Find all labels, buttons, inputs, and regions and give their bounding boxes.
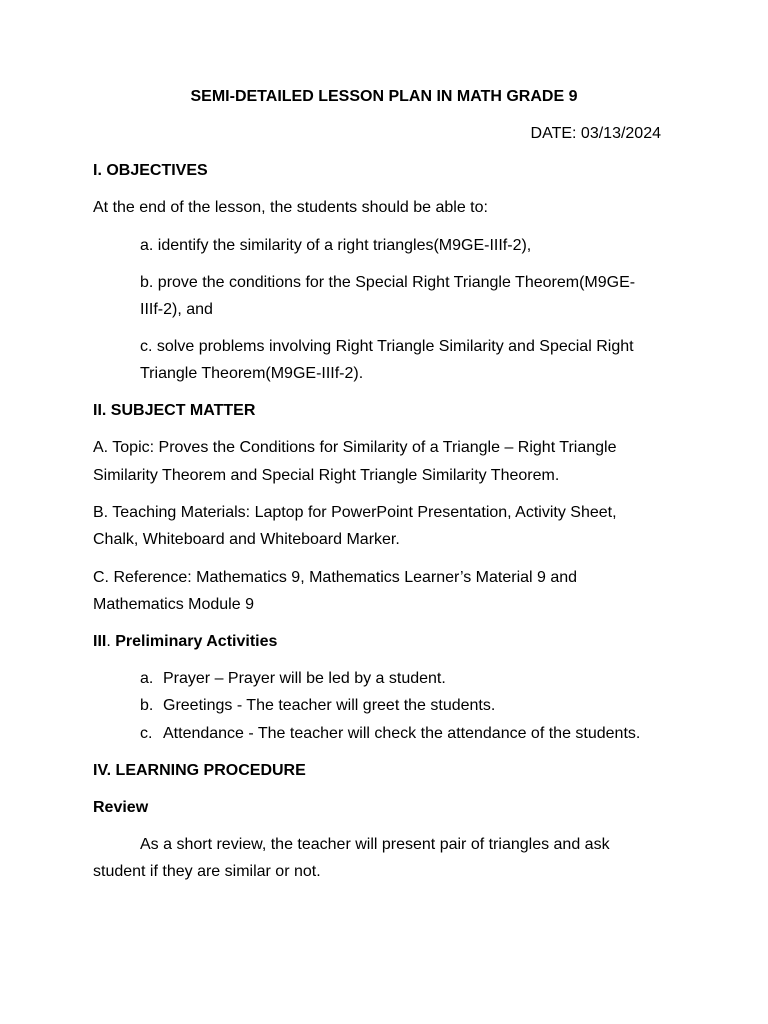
review-subheading: Review bbox=[93, 799, 149, 816]
objective-a: a. identify the similarity of a right triangles(M9GE-IIIf-2), bbox=[140, 237, 532, 254]
objective-b-line2: IIIf-2), and bbox=[140, 301, 213, 318]
attendance-item: Attendance - The teacher will check the attendance of the students. bbox=[163, 725, 641, 742]
review-line1: As a short review, the teacher will present pair of triangles and ask bbox=[140, 836, 610, 853]
review-line2: student if they are similar or not. bbox=[93, 863, 321, 880]
document-date: DATE: 03/13/2024 bbox=[530, 125, 661, 142]
preliminary-heading bbox=[93, 632, 277, 652]
greetings-item: Greetings - The teacher will greet the students. bbox=[163, 697, 496, 714]
objective-c-line1: c. solve problems involving Right Triangle Similarity and Special Right bbox=[140, 338, 634, 355]
preliminary-heading-text: Preliminary Activities bbox=[115, 633, 278, 650]
objectives-heading: I. OBJECTIVES bbox=[93, 162, 208, 179]
reference-line1: C. Reference: Mathematics 9, Mathematics Learner’s Material 9 and bbox=[93, 569, 578, 586]
procedure-heading: IV. LEARNING PROCEDURE bbox=[93, 762, 306, 779]
topic-line1: A. Topic: Proves the Conditions for Similarity of a Triangle – Right Triangle bbox=[93, 439, 617, 456]
preliminary-heading-number: III bbox=[93, 633, 107, 650]
document-title: SEMI-DETAILED LESSON PLAN IN MATH GRADE 9 bbox=[190, 88, 578, 105]
objective-b-line1: b. prove the conditions for the Special Right Triangle Theorem(M9GE- bbox=[140, 274, 636, 291]
materials-line2: Chalk, Whiteboard and Whiteboard Marker. bbox=[93, 531, 400, 548]
materials-line1: B. Teaching Materials: Laptop for PowerPoint Presentation, Activity Sheet, bbox=[93, 504, 617, 521]
list-item-label: b. bbox=[140, 697, 154, 714]
subject-matter-heading: II. SUBJECT MATTER bbox=[93, 402, 256, 419]
objectives-intro: At the end of the lesson, the students should be able to: bbox=[93, 199, 488, 216]
topic-line2: Similarity Theorem and Special Right Triangle Similarity Theorem. bbox=[93, 467, 560, 484]
preliminary-heading-dot: . bbox=[106, 633, 116, 650]
list-item-label: a. bbox=[140, 670, 154, 687]
list-item-label: c. bbox=[140, 725, 153, 742]
prayer-item: Prayer – Prayer will be led by a student. bbox=[163, 670, 446, 687]
objective-c-line2: Triangle Theorem(M9GE-IIIf-2). bbox=[140, 365, 364, 382]
reference-line2: Mathematics Module 9 bbox=[93, 596, 254, 613]
